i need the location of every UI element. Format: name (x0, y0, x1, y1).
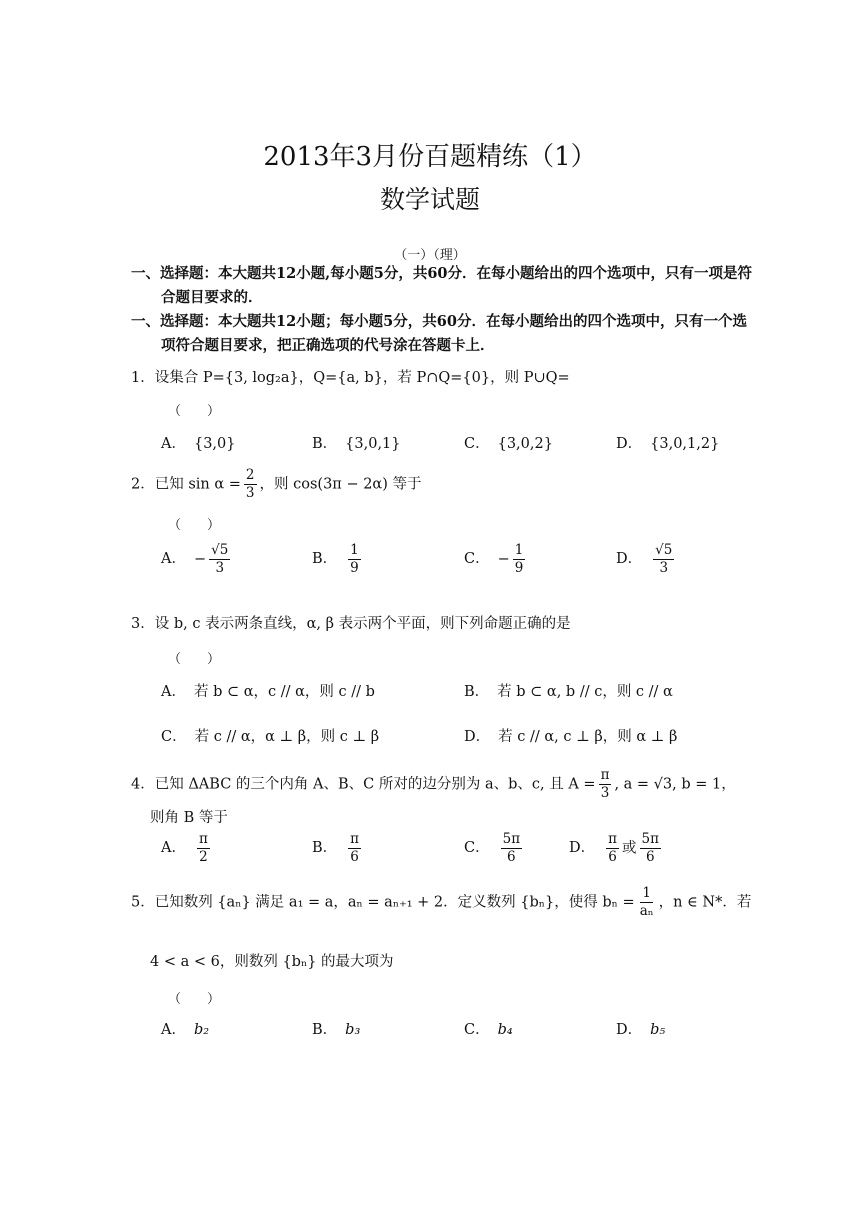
question-3-option-b[interactable]: B． 若 b ⊂ α, b // c，则 c // α (464, 684, 673, 700)
question-1-option-c[interactable]: C． {3,0,2} (464, 436, 553, 452)
fraction: $\frac{2}{3}$ (245, 467, 255, 501)
question-2-option-b[interactable]: B． $\frac{1}{9}$ (312, 542, 359, 576)
question-2-option-d[interactable]: D． $\frac{√5}{3}$ (616, 542, 673, 576)
part-label: （一）（理） (394, 248, 466, 263)
question-3-option-a[interactable]: A． 若 b ⊂ α，c // α，则 c // b (161, 684, 375, 700)
question-4-stem: 4．已知 ΔABC 的三个内角 A、B、C 所对的边分别为 a、b、c, 且 A = $\frac{\pi}{3}$ , a = √3, b = 1， (131, 767, 736, 801)
question-5-option-a[interactable]: A． b₂ (161, 1022, 210, 1038)
question-1-stem: 1．设集合 P={3, log₂a}，Q={a, b}，若 P∩Q={0}，则 P∪Q= (131, 370, 570, 386)
question-5-option-d[interactable]: D． b₅ (616, 1022, 666, 1038)
question-2-answer-bracket: （ ） (168, 518, 221, 533)
question-2-option-c[interactable]: C． − $\frac{1}{9}$ (464, 542, 524, 576)
question-4-option-a[interactable]: A． $\frac{\pi}{2}$ (161, 831, 208, 865)
question-1-option-a[interactable]: A． {3,0} (161, 436, 236, 452)
question-5-option-c[interactable]: C． b₄ (464, 1022, 513, 1038)
question-4-option-c[interactable]: C． $\frac{5\pi}{6}$ (464, 831, 521, 865)
question-4-option-b[interactable]: B． $\frac{\pi}{6}$ (312, 831, 360, 865)
section-heading-1: 一、选择题：本大题共12小题,每小题5分，共60分．在每小题给出的四个选项中，只有一项是符合题目要求的． (131, 265, 752, 306)
question-5-option-b[interactable]: B． b₃ (312, 1022, 361, 1038)
question-2-option-a[interactable]: A． − $\frac{√5}{3}$ (161, 542, 229, 576)
question-3-stem: 3．设 b, c 表示两条直线，α, β 表示两个平面，则下列命题正确的是 (131, 616, 571, 632)
question-1-answer-bracket: （ ） (168, 404, 221, 419)
question-2-stem: 2．已知 sin α = $\frac{2}{3}$ ，则 cos(3π − 2α) 等于 (131, 467, 422, 501)
section-heading-2: 一、选择题：本大题共12小题；每小题5分，共60分．在每小题给出的四个选项中，只有一个选项符合题目要求，把正确选项的代号涂在答题卡上． (131, 313, 747, 354)
question-5-stem: 5．已知数列 {aₙ} 满足 a₁ = a，aₙ = aₙ₊₁ + 2．定义数列 {bₙ}，使得 bₙ = $\frac{1}{\text{aₙ}}$ ，n ∈ N*．若 (131, 885, 752, 919)
question-1-option-b[interactable]: B． {3,0,1} (312, 436, 401, 452)
question-4-stem-line2: 则角 B 等于 (150, 810, 228, 826)
question-3-option-d[interactable]: D． 若 c // α, c ⊥ β，则 α ⊥ β (464, 729, 678, 745)
question-5-stem-line2: 4 < a < 6，则数列 {bₙ} 的最大项为 (150, 954, 394, 970)
question-4-option-d[interactable]: D． $\frac{\pi}{6}$ 或 $\frac{5\pi}{6}$ (569, 831, 659, 865)
question-3-answer-bracket: （ ） (168, 652, 221, 667)
question-1-option-d[interactable]: D． {3,0,1,2} (616, 436, 720, 452)
page-subtitle: 数学试题 (379, 185, 480, 214)
page-title: 2013年3月份百题精练（1） (263, 142, 597, 172)
question-5-answer-bracket: （ ） (168, 992, 221, 1007)
question-3-option-c[interactable]: C． 若 c // α，α ⊥ β，则 c ⊥ β (161, 729, 380, 745)
